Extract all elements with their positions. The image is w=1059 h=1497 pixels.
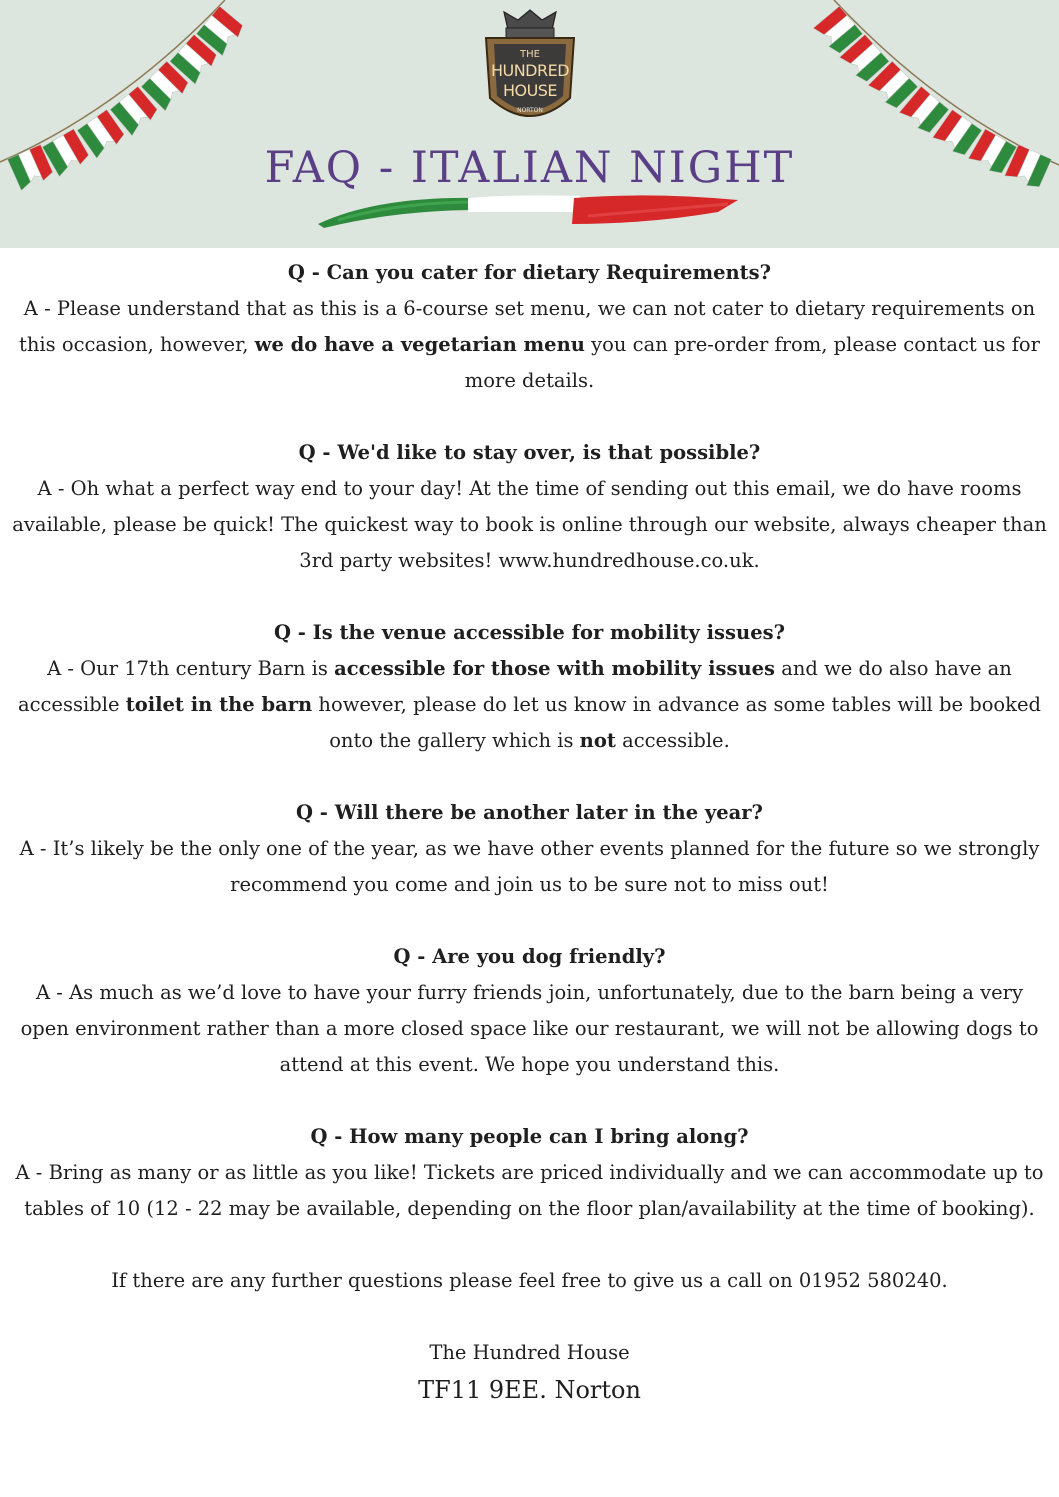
faq-question: Q - Will there be another later in the year?: [296, 801, 763, 824]
signature: [0, 1335, 1059, 1409]
answer-segment: A - As much as we’d love to have your furry friends join, unfortunately, due to the barn being a very open environment rather than a more closed space like our restaurant, we will not be allowing dogs to attend at this event. We hope you understand this.: [20, 981, 1039, 1076]
logo-line-2: HUNDRED: [490, 61, 570, 80]
answer-segment: A - Bring as many or as little as you like! Tickets are priced individually and we can accommodate up to tables of 10 (12 - 22 may be available, depending on the floor plan/availability at the time of booking).: [15, 1161, 1044, 1220]
faq-question: Q - Can you cater for dietary Requirements?: [287, 261, 772, 284]
faq-content: [0, 255, 1059, 1409]
faq-item: [0, 1119, 1059, 1227]
answer-segment: and we do also have an accessible: [17, 657, 1012, 716]
faq-item: [0, 939, 1059, 1083]
faq-question: Q - We'd like to stay over, is that possible?: [298, 441, 761, 464]
answer-bold-segment: not: [579, 729, 616, 752]
faq-item: [0, 255, 1059, 399]
faq-answer: [0, 471, 1059, 579]
answer-bold-segment: accessible for those with mobility issues: [334, 657, 776, 680]
logo-line-3: HOUSE: [502, 81, 558, 100]
faq-item: [0, 795, 1059, 903]
answer-bold-segment: we do have a vegetarian menu: [254, 333, 585, 356]
faq-answer: [0, 1155, 1059, 1227]
faq-answer: [0, 831, 1059, 903]
faq-answer: [0, 975, 1059, 1083]
faq-item: [0, 615, 1059, 759]
answer-bold-segment: toilet in the barn: [125, 693, 313, 716]
answer-segment: A - Oh what a perfect way end to your day! At the time of sending out this email, we do have rooms available, please be quick! The quickest way to book is online through our website, always cheaper than 3rd party websites! www.hundredhouse.co.uk.: [12, 477, 1047, 572]
closing-text: If there are any further questions please feel free to give us a call on 01952 580240.: [111, 1269, 948, 1292]
signature-address: TF11 9EE. Norton: [418, 1376, 641, 1404]
faq-answer: [0, 651, 1059, 759]
signature-name: The Hundred House: [429, 1341, 630, 1364]
logo-line-1: THE: [520, 49, 540, 60]
faq-question: Q - Are you dog friendly?: [393, 945, 666, 968]
answer-segment: however, please do let us know in advance as some tables will be booked onto the gallery which is: [312, 693, 1042, 752]
faq-item: [0, 435, 1059, 579]
answer-segment: accessible.: [615, 729, 730, 752]
answer-segment: A - Our 17th century Barn is: [47, 657, 335, 680]
page-title: FAQ - ITALIAN NIGHT: [264, 143, 795, 193]
logo-line-4: NORTON: [517, 107, 543, 114]
flag-brush-stroke: [318, 190, 742, 230]
faq-question: Q - Is the venue accessible for mobility issues?: [273, 621, 786, 644]
logo: [484, 8, 576, 133]
answer-segment: A - Please understand that as this is a 6-course set menu, we can not cater to dietary requirements on this occasion, however,: [19, 297, 1036, 356]
answer-segment: you can pre-order from, please contact us for more details.: [464, 333, 1040, 392]
answer-segment: A - It’s likely be the only one of the year, as we have other events planned for the future so we strongly recommend you come and join us to be sure not to miss out!: [19, 837, 1040, 896]
faq-question: Q - How many people can I bring along?: [310, 1125, 749, 1148]
header-banner: [0, 0, 1059, 248]
faq-answer: [0, 291, 1059, 399]
faq-list: [0, 255, 1059, 1227]
